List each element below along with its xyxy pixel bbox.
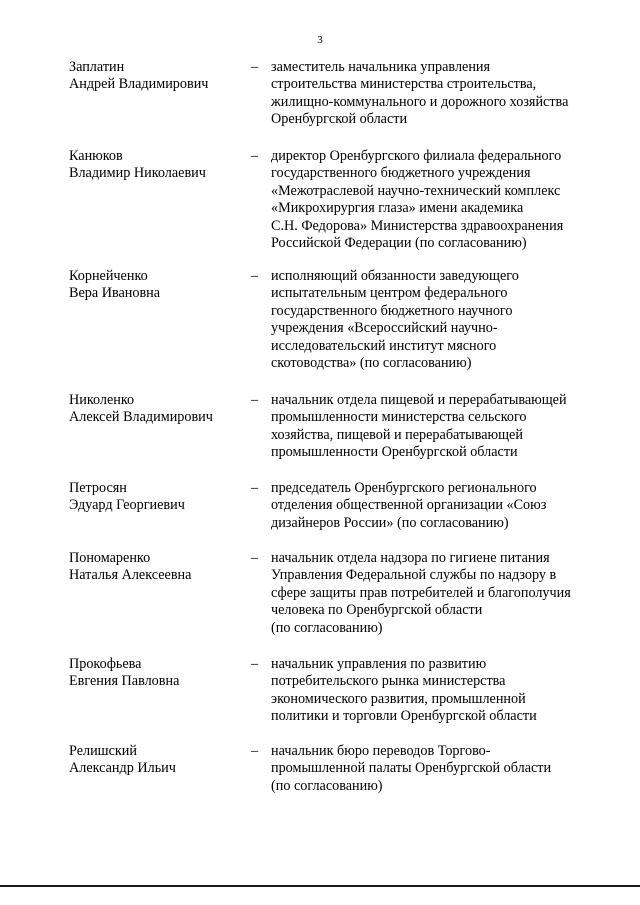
member-surname: Пономаренко — [69, 550, 151, 566]
member-given-names: Наталья Алексеевна — [69, 567, 192, 584]
position-line: Российской Федерации (по согласованию) — [271, 235, 527, 252]
member-given-names: Андрей Владимирович — [69, 76, 209, 93]
position-line: учреждения «Всероссийский научно- — [271, 320, 498, 337]
position-line: экономического развития, промышленной — [271, 690, 526, 707]
member-given-names: Евгения Павловна — [69, 673, 180, 690]
position-line: строительства министерства строительства, — [271, 76, 537, 93]
page-number: 3 — [317, 34, 323, 46]
member-position — [271, 392, 601, 462]
dash-separator: – — [251, 656, 259, 672]
position-line: заместитель начальника управления — [271, 59, 491, 75]
member-name — [69, 148, 239, 183]
position-line: человека по Оренбургской области — [271, 602, 483, 619]
dash-separator: – — [251, 392, 259, 408]
member-name — [69, 268, 239, 303]
dash-separator: – — [251, 743, 259, 759]
position-line: председатель Оренбургского регионального — [271, 480, 537, 496]
dash-separator: – — [251, 59, 259, 75]
dash-separator: – — [251, 480, 259, 496]
dash-separator: – — [251, 148, 259, 164]
member-name — [69, 550, 239, 585]
member-surname: Прокофьева — [69, 656, 142, 672]
member-name — [69, 59, 239, 94]
position-line: хозяйства, пищевой и перерабатывающей — [271, 426, 523, 443]
position-line: С.Н. Федорова» Министерства здравоохранения — [271, 217, 564, 234]
position-line: (по согласованию) — [271, 777, 383, 794]
member-position — [271, 148, 601, 252]
position-line: начальник отдела пищевой и перерабатывающей — [271, 392, 567, 408]
position-line: отделения общественной организации «Союз — [271, 497, 547, 514]
member-name — [69, 480, 239, 515]
position-line: Управления Федеральной службы по надзору в — [271, 567, 557, 584]
member-given-names: Вера Ивановна — [69, 285, 161, 302]
position-line: политики и торговли Оренбургской области — [271, 708, 537, 725]
member-given-names: Владимир Николаевич — [69, 165, 206, 182]
position-line: исполняющий обязанности заведующего — [271, 268, 519, 284]
position-line: скотоводства» (по согласованию) — [271, 355, 472, 372]
position-line: дизайнеров России» (по согласованию) — [271, 514, 509, 531]
position-line: сфере защиты прав потребителей и благополучия — [271, 584, 571, 601]
member-given-names: Александр Ильич — [69, 760, 176, 777]
position-line: промышленности министерства сельского — [271, 409, 527, 426]
position-line: начальник отдела надзора по гигиене питания — [271, 550, 550, 566]
member-given-names: Эдуард Георгиевич — [69, 497, 185, 514]
member-surname: Корнейченко — [69, 268, 148, 284]
position-line: исследовательский институт мясного — [271, 337, 497, 354]
position-line: государственного бюджетного учреждения — [271, 165, 531, 182]
position-line: испытательным центром федерального — [271, 285, 508, 302]
dash-separator: – — [251, 268, 259, 284]
position-line: начальник управления по развитию — [271, 656, 487, 672]
member-position — [271, 480, 601, 532]
member-surname: Заплатин — [69, 59, 125, 75]
position-line: «Микрохирургия глаза» имени академика — [271, 200, 524, 217]
member-surname: Петросян — [69, 480, 127, 496]
position-line: государственного бюджетного научного — [271, 302, 513, 319]
member-position — [271, 59, 601, 129]
member-name — [69, 743, 239, 778]
member-surname: Релишский — [69, 743, 137, 759]
member-position — [271, 268, 601, 372]
position-line: промышленной палаты Оренбургской области — [271, 760, 552, 777]
position-line: «Межотраслевой научно-технический комплекс — [271, 182, 561, 199]
member-given-names: Алексей Владимирович — [69, 409, 213, 426]
member-position — [271, 656, 601, 726]
member-position — [271, 743, 601, 795]
position-line: начальник бюро переводов Торгово- — [271, 743, 491, 759]
position-line: директор Оренбургского филиала федерального — [271, 148, 562, 164]
position-line: (по согласованию) — [271, 619, 383, 636]
position-line: Оренбургской области — [271, 111, 408, 128]
page-bottom-rule — [0, 885, 640, 887]
member-position — [271, 550, 601, 637]
dash-separator: – — [251, 550, 259, 566]
member-surname: Николенко — [69, 392, 135, 408]
member-name — [69, 656, 239, 691]
position-line: промышленности Оренбургской области — [271, 444, 518, 461]
member-name — [69, 392, 239, 427]
position-line: потребительского рынка министерства — [271, 673, 506, 690]
position-line: жилищно-коммунального и дорожного хозяйства — [271, 93, 569, 110]
member-surname: Канюков — [69, 148, 123, 164]
